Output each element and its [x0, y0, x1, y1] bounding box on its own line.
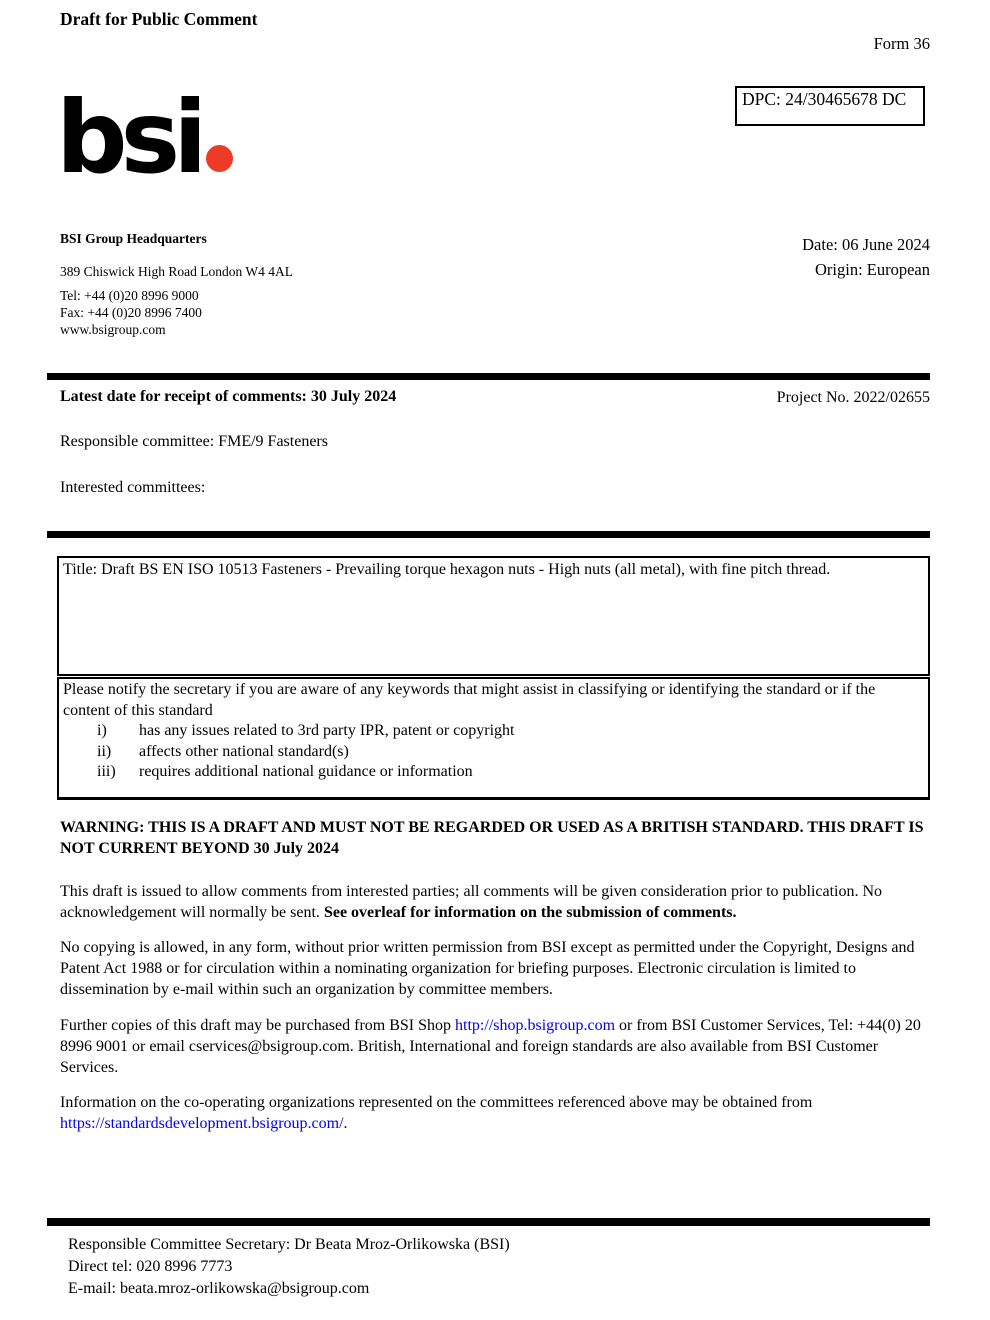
hq-name: BSI Group Headquarters: [60, 231, 207, 246]
bsi-logo-red-dot-icon: [206, 145, 233, 172]
no-copying-paragraph: No copying is allowed, in any form, without prior written permission from BSI except as permitted under the Copyright, Designs and Patent Act 1988 or for circulation within a nominating organization for briefing purposes. Electronic circulation is limited to dissemination by e-mail within such an organization by committee members.: [60, 939, 915, 998]
secretary-name: Responsible Committee Secretary: Dr Beata Mroz-Orlikowska (BSI): [68, 1236, 510, 1253]
keywords-intro-text: Please notify the secretary if you are aware of any keywords that might assist in classifying or identifying the standard or if the content of this standard: [63, 681, 876, 719]
draft-warning-text: WARNING: THIS IS A DRAFT AND MUST NOT BE REGARDED OR USED AS A BRITISH STANDARD. THIS DRAFT IS NOT CURRENT BEYOND 30 July 2024: [60, 819, 924, 857]
comments-issue-text: This draft is issued to allow comments from interested parties; all comments will be given consideration prior to publication. No acknowledgement will normally be sent.: [60, 883, 883, 921]
draft-for-public-comment-heading: Draft for Public Comment: [60, 9, 258, 29]
standards-development-link[interactable]: https://standardsdevelopment.bsigroup.com/: [60, 1115, 344, 1132]
interested-committees: Interested committees:: [60, 479, 206, 496]
divider-bar-middle: [47, 531, 930, 538]
committee-secretary-block: [68, 1234, 510, 1300]
dpc-number-text: DPC: 24/30465678 DC: [742, 89, 907, 109]
date-origin-block: [802, 232, 930, 282]
see-overleaf-text: See overleaf for information on the submission of comments.: [323, 904, 737, 921]
keywords-item-2-marker: ii): [97, 742, 112, 760]
divider-bar-top: [47, 373, 930, 380]
bsi-logo: [56, 79, 233, 196]
bsi-shop-link[interactable]: http://shop.bsigroup.com: [455, 1017, 616, 1034]
further-copies-pre-text: Further copies of this draft may be purchased from BSI Shop: [60, 1017, 456, 1034]
project-number: Project No. 2022/02655: [776, 389, 930, 406]
title-box: [57, 556, 930, 676]
keywords-item-1-text: has any issues related to 3rd party IPR, patent or copyright: [139, 722, 515, 739]
keywords-item-2: [63, 742, 924, 763]
secretary-email: E-mail: beata.mroz-orlikowska@bsigroup.com: [68, 1280, 370, 1297]
keywords-item-2-text: affects other national standard(s): [139, 742, 349, 760]
divider-bar-footer: [47, 1218, 930, 1226]
further-copies-post-text: or from BSI Customer Services, Tel: +44(0) 20 8996 9001 or email cservices@bsigroup.com. British, International and foreign standards are also available from BSI Customer Services.: [60, 1017, 921, 1076]
standard-title-text: Title: Draft BS EN ISO 10513 Fasteners - Prevailing torque hexagon nuts - High nuts (all metal), with fine pitch thread.: [63, 561, 831, 578]
secretary-direct-tel: Direct tel: 020 8996 7773: [68, 1258, 233, 1275]
responsible-committee: Responsible committee: FME/9 Fasteners: [60, 433, 328, 450]
form-number-label: Form 36: [873, 34, 930, 53]
latest-date-for-comments: Latest date for receipt of comments: 30 July 2024: [60, 388, 397, 405]
cooperating-orgs-paragraph: [60, 1092, 932, 1134]
keywords-item-3: [63, 762, 924, 783]
hq-fax: Fax: +44 (0)20 8996 7400: [60, 305, 202, 320]
cooperating-orgs-pre-text: Information on the co-operating organizations represented on the committees referenced above may be obtained from: [60, 1094, 813, 1111]
bsi-logo-text: bsi: [56, 79, 201, 196]
keywords-notice-box: [57, 677, 930, 800]
headquarters-address-block: [60, 230, 293, 338]
keywords-item-1-marker: i): [97, 722, 107, 739]
cooperating-orgs-post-text: .: [343, 1115, 348, 1132]
further-copies-paragraph: [60, 1015, 932, 1078]
keywords-item-3-marker: iii): [97, 763, 116, 780]
dpc-number-box: [735, 86, 925, 126]
keywords-item-1: [63, 721, 924, 742]
hq-website: www.bsigroup.com: [60, 322, 166, 337]
hq-street: 389 Chiswick High Road London W4 4AL: [60, 264, 293, 279]
hq-tel: Tel: +44 (0)20 8996 9000: [60, 288, 199, 303]
comments-issue-paragraph: [60, 881, 932, 923]
date-label: Date: 06 June 2024: [802, 235, 930, 254]
origin-label: Origin: European: [814, 260, 930, 279]
keywords-item-3-text: requires additional national guidance or information: [139, 763, 473, 780]
